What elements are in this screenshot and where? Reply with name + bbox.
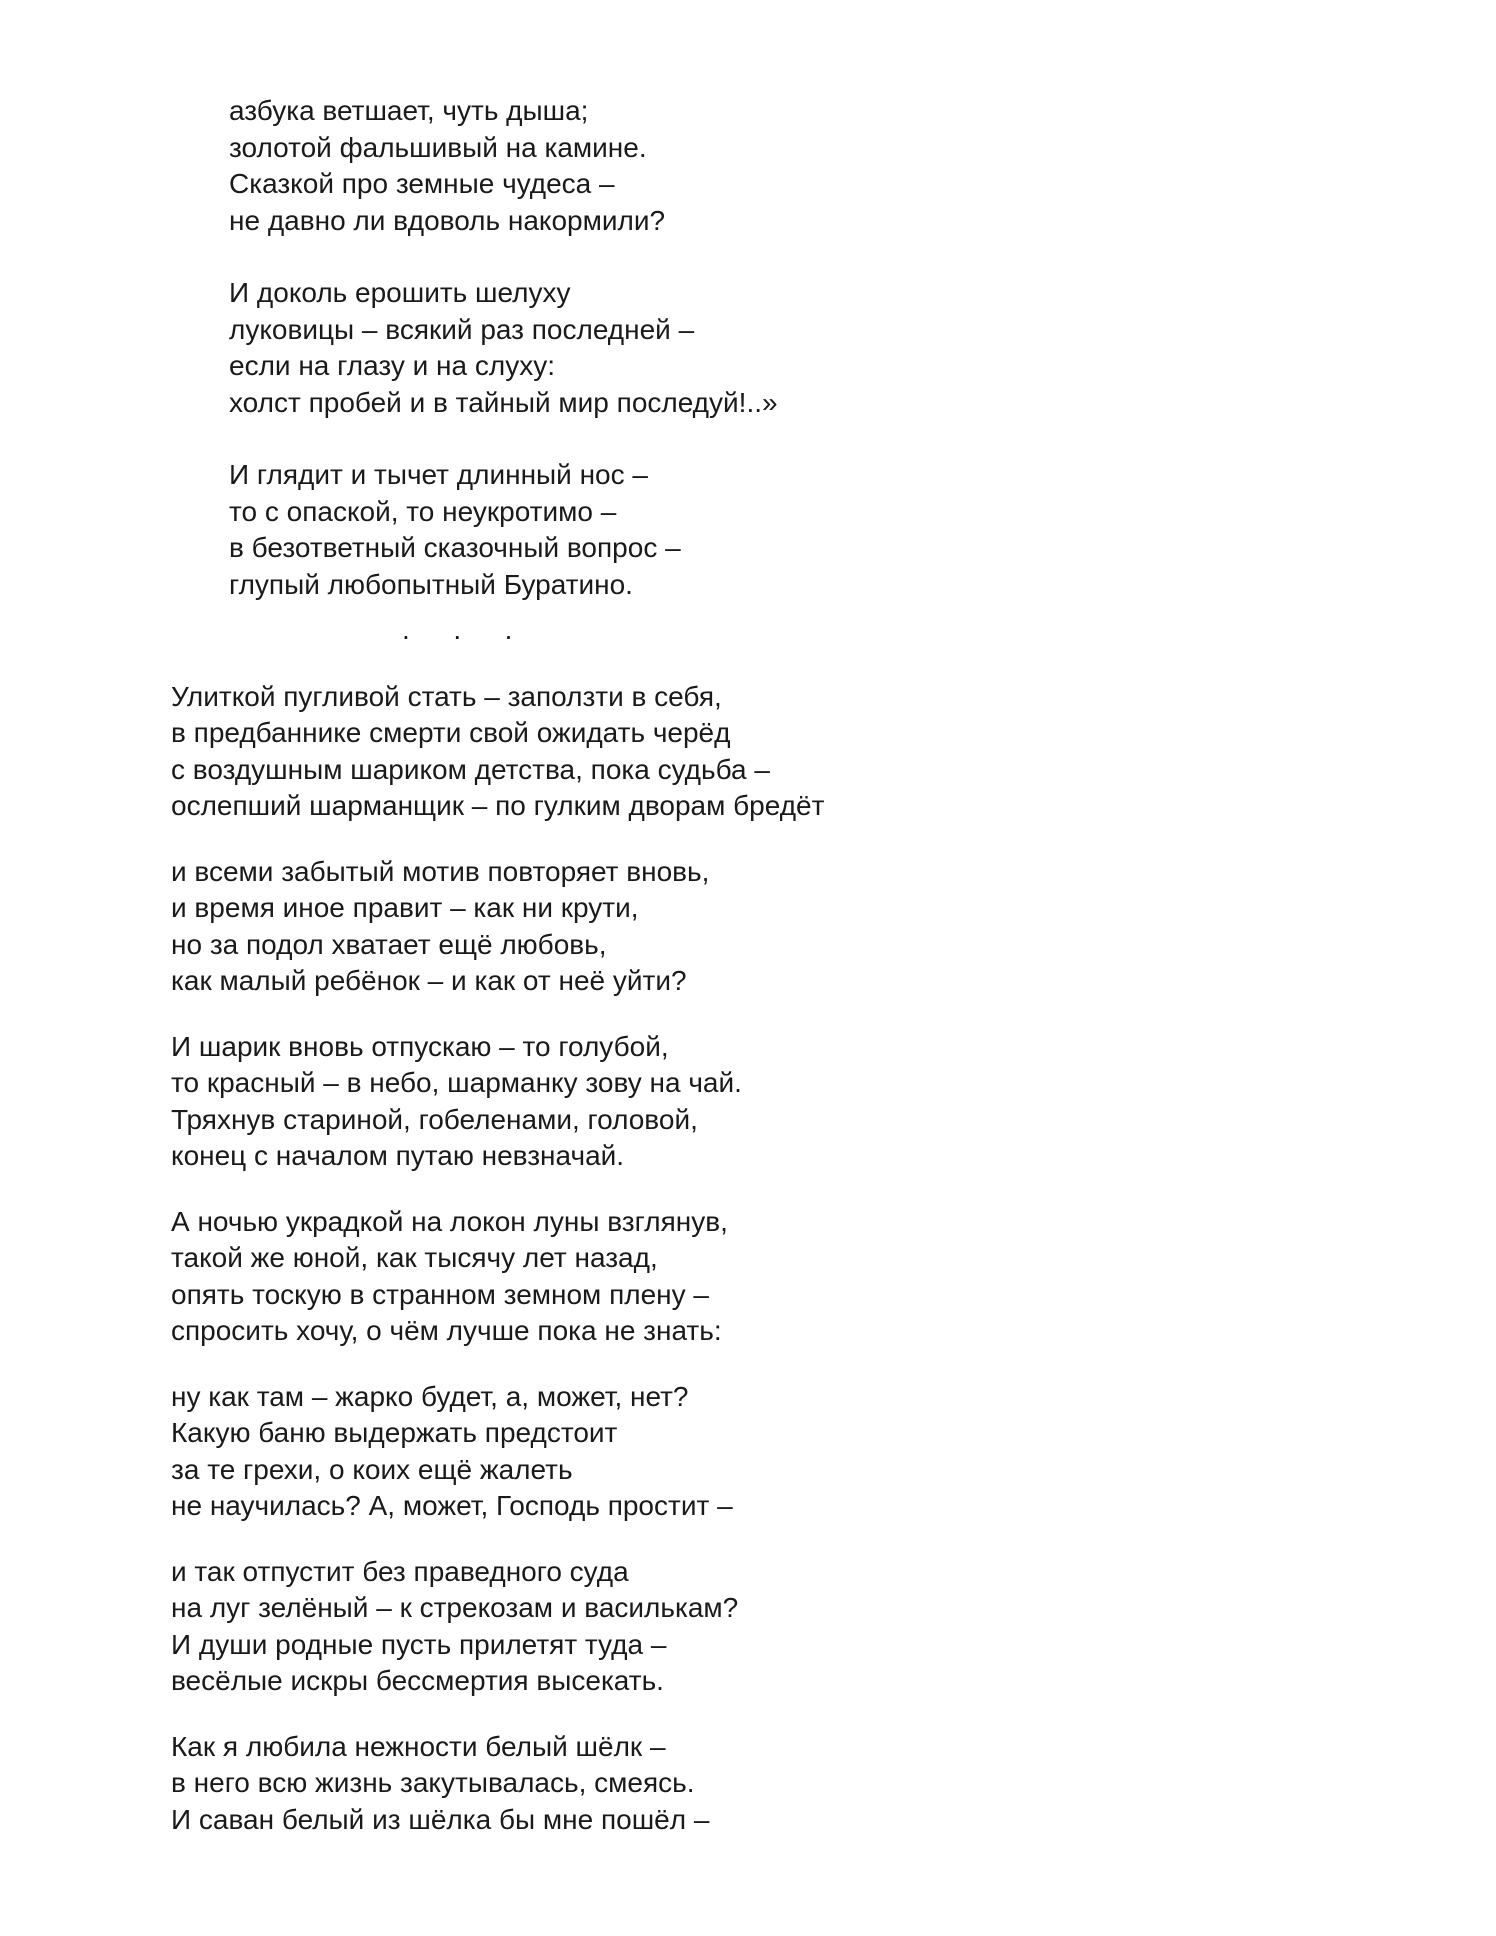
poem-line: конец с началом путаю невзначай. xyxy=(171,1140,625,1171)
poem-line: глупый любопытный Буратино. xyxy=(229,568,633,600)
poem-line: Улиткой пугливой стать – заползти в себя, xyxy=(171,680,722,712)
poem-line: весёлые искры бессмертия высекать. xyxy=(171,1665,664,1696)
poem-line: холст пробей и в тайный мир последуй!..» xyxy=(229,386,778,418)
poem-stanza xyxy=(229,457,1496,603)
poem-line: и время иное правит – как ни крути, xyxy=(171,892,639,923)
poem-stanza xyxy=(171,1554,1496,1700)
poem-line: Как я любила нежности белый шёлк – xyxy=(171,1730,666,1762)
poem-line: не научилась? А, может, Господь простит – xyxy=(171,1490,733,1521)
poem-line: И шарик вновь отпускаю – то голубой, xyxy=(171,1030,669,1062)
poem-line: и так отпустит без праведного суда xyxy=(171,1555,629,1587)
poem-stanza xyxy=(229,275,1496,421)
poem-line: в него всю жизнь закутывалась, смеясь. xyxy=(171,1767,695,1798)
poem-line: и всеми забытый мотив повторяет вновь, xyxy=(171,855,710,887)
poem-stanza xyxy=(171,1379,1496,1525)
poem-line: И души родные пусть прилетят туда – xyxy=(171,1628,667,1660)
poem-line: такой же юной, как тысячу лет назад, xyxy=(171,1242,658,1273)
poem-line: за те грехи, о коих ещё жалеть xyxy=(171,1453,573,1485)
poem-stanza xyxy=(229,93,1496,239)
poem-line: то красный – в небо, шарманку зову на чай. xyxy=(171,1067,742,1098)
poem-line: золотой фальшивый на камине. xyxy=(229,131,647,163)
poem-line: в предбаннике смерти свой ожидать черёд xyxy=(171,717,731,748)
poem-line: луковицы – всякий раз последней – xyxy=(229,313,695,345)
poem-line: Какую баню выдержать предстоит xyxy=(171,1417,618,1448)
poem-line: как малый ребёнок – и как от неё уйти? xyxy=(171,965,687,996)
poem-line: ну как там – жарко будет, а, может, нет? xyxy=(171,1380,689,1412)
poem-line: азбука ветшает, чуть дыша; xyxy=(229,95,589,126)
poem-line: Тряхнув стариной, гобеленами, головой, xyxy=(171,1103,698,1135)
poem-line: И саван белый из шёлка бы мне пошёл – xyxy=(171,1803,710,1835)
poem-line: на луг зелёный – к стрекозам и василькам? xyxy=(171,1592,739,1623)
poem-line: но за подол хватает ещё любовь, xyxy=(171,928,607,960)
poem-part-2 xyxy=(171,679,1496,1839)
poem-line: если на глазу и на слуху: xyxy=(229,350,555,381)
poem-line: ослепший шарманщик – по гулким дворам бредёт xyxy=(171,790,825,821)
poem-stanza xyxy=(171,1029,1496,1175)
poem-stanza xyxy=(171,854,1496,1000)
poem-line: опять тоскую в странном земном плену – xyxy=(171,1278,709,1310)
poem-part-1 xyxy=(229,93,1496,603)
poem-line: И доколь ерошить шелуху xyxy=(229,277,571,308)
poem-line: не давно ли вдоволь накормили? xyxy=(229,204,666,236)
poem-line: в безответный сказочный вопрос – xyxy=(229,532,681,563)
poem-line: с воздушным шариком детства, пока судьба – xyxy=(171,753,770,785)
poem-line: спросить хочу, о чём лучше пока не знать: xyxy=(171,1315,722,1346)
poem-line: И глядит и тычет длинный нос – xyxy=(229,459,648,490)
poem-stanza xyxy=(171,679,1496,825)
poem-stanza xyxy=(171,1729,1496,1839)
stanza-separator: . . . xyxy=(402,614,513,645)
poem-line: А ночью украдкой на локон луны взглянув, xyxy=(171,1205,728,1237)
poem-line: Сказкой про земные чудеса – xyxy=(229,168,615,199)
poem-line: то с опаской, то неукротимо – xyxy=(229,495,617,527)
poem-stanza xyxy=(171,1204,1496,1350)
